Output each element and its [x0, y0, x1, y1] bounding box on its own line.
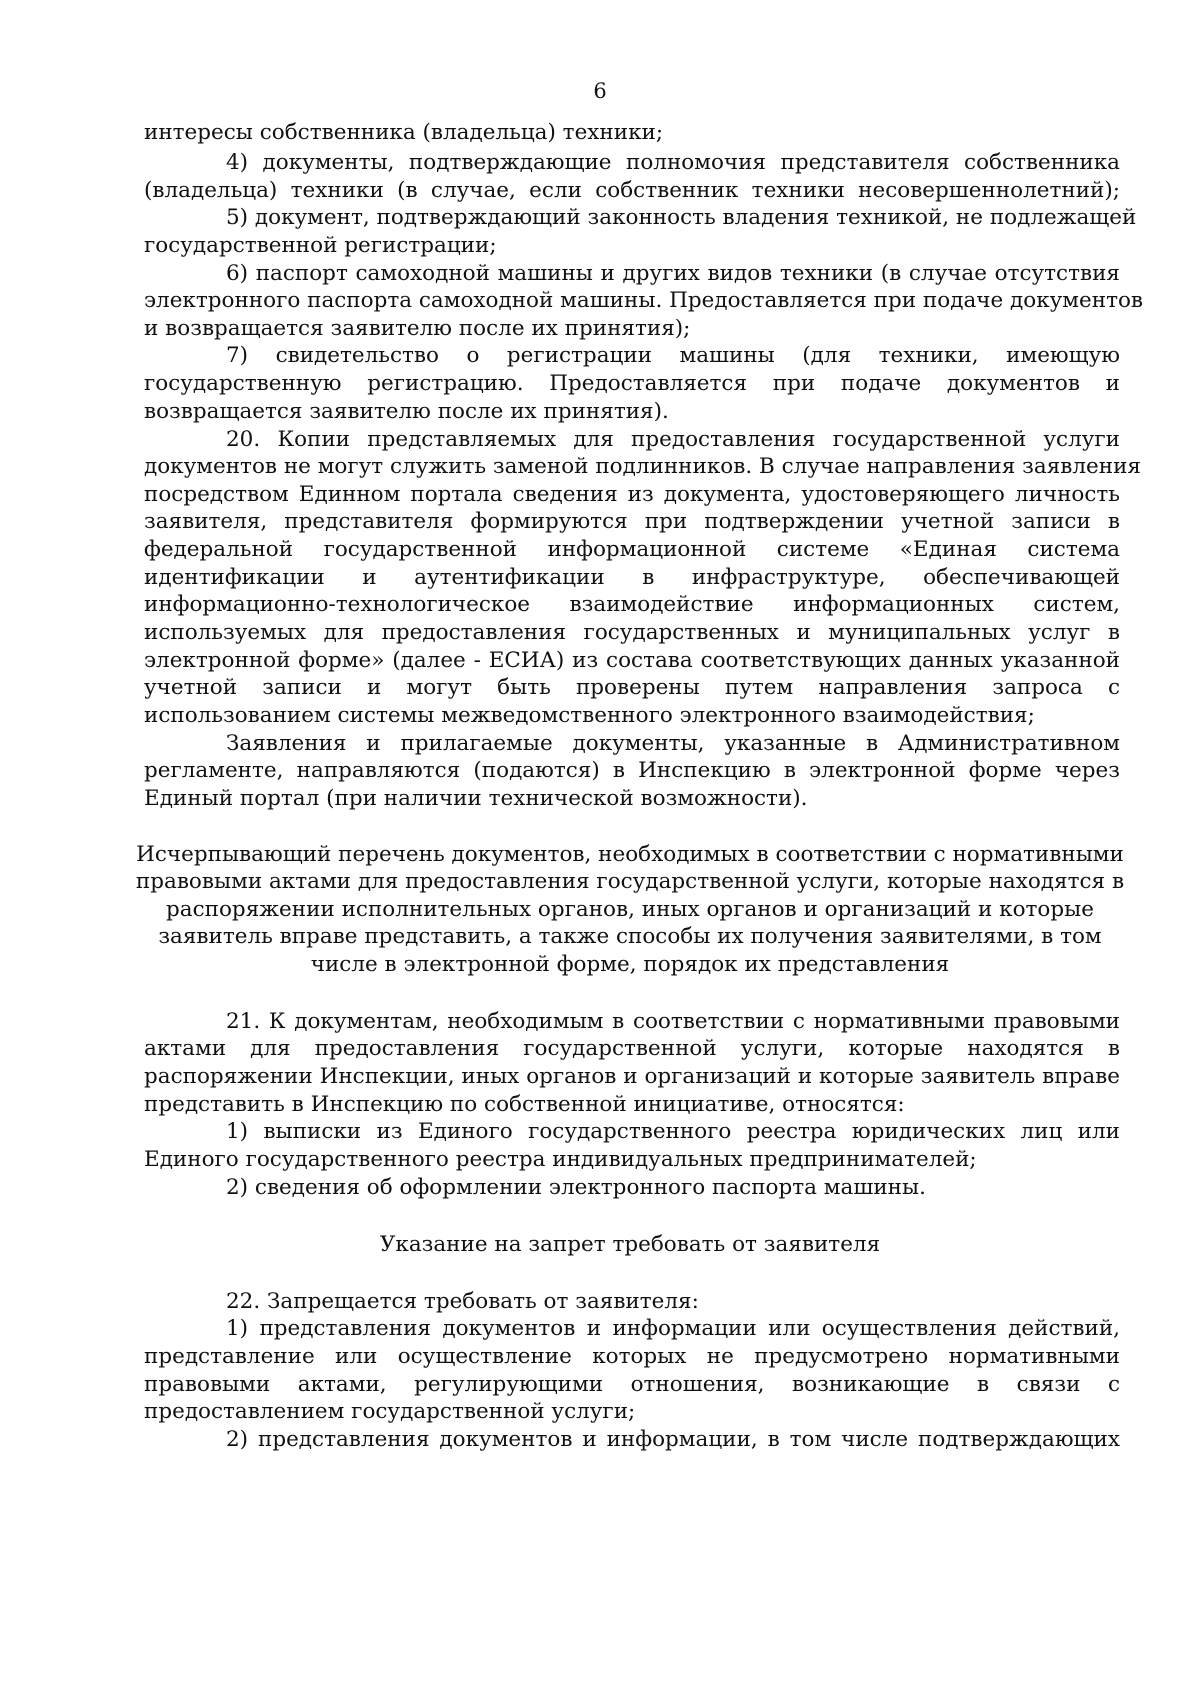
text-line: 1) представления документов и информации или осуществления действий, [226, 1316, 1120, 1341]
text-line: электронного паспорта самоходной машины. Предоставляется при подаче документов [144, 288, 1144, 313]
text-line: документов не могут служить заменой подлинников. В случае направления заявления [144, 454, 1141, 479]
text-line: заявителя, представителя формируются при подтверждении учетной записи в [144, 509, 1120, 534]
text-line: 1) выписки из Единого государственного реестра юридических лиц или [226, 1119, 1120, 1144]
text-line: интересы собственника (владельца) техники; [144, 120, 664, 145]
section-heading-line: правовыми актами для предоставления государственной услуги, которые находятся в [135, 869, 1125, 894]
text-line: федеральной государственной информационной системе «Единая система [144, 537, 1120, 562]
text-line: Единый портал (при наличии технической возможности). [144, 786, 808, 811]
text-line: 22. Запрещается требовать от заявителя: [226, 1289, 699, 1314]
text-line: возвращается заявителю после их принятия). [144, 399, 669, 424]
text-line: 5) документ, подтверждающий законность владения техникой, не подлежащей [226, 205, 1137, 230]
text-line: представить в Инспекцию по собственной инициативе, относятся: [144, 1092, 905, 1117]
text-line: государственной регистрации; [144, 233, 497, 258]
section-heading-line: Указание на запрет требовать от заявителя [379, 1232, 881, 1257]
text-line: Единого государственного реестра индивидуальных предпринимателей; [144, 1147, 977, 1172]
text-line: актами для предоставления государственной услуги, которые находятся в [144, 1036, 1120, 1061]
text-line: предоставлением государственной услуги; [144, 1399, 636, 1424]
text-line: электронной форме» (далее - ЕСИА) из состава соответствующих данных указанной [144, 648, 1120, 673]
text-line: посредством Единном портала сведения из документа, удостоверяющего личность [144, 482, 1120, 507]
text-line: информационно-технологическое взаимодействие информационных систем, [144, 592, 1120, 617]
section-heading-line: Исчерпывающий перечень документов, необходимых в соответствии с нормативными [136, 842, 1124, 867]
text-line: учетной записи и могут быть проверены путем направления запроса с [144, 675, 1120, 700]
text-line: (владельца) техники (в случае, если собственник техники несовершеннолетний); [144, 178, 1120, 203]
text-line: 6) паспорт самоходной машины и других видов техники (в случае отсутствия [226, 261, 1120, 286]
text-line: распоряжении Инспекции, иных органов и организаций и которые заявитель вправе [144, 1064, 1120, 1089]
text-line: 7) свидетельство о регистрации машины (для техники, имеющую [226, 343, 1120, 368]
text-line: правовыми актами, регулирующими отношения, возникающие в связи с [144, 1372, 1120, 1397]
text-line: и возвращается заявителю после их принятия); [144, 316, 691, 341]
text-line: государственную регистрацию. Предоставляется при подаче документов и [144, 371, 1120, 396]
text-line: регламенте, направляются (подаются) в Инспекцию в электронной форме через [144, 758, 1120, 783]
text-line: используемых для предоставления государственных и муниципальных услуг в [144, 620, 1120, 645]
text-line: 2) представления документов и информации, в том числе подтверждающих [226, 1427, 1120, 1452]
page-number: 6 [593, 79, 607, 103]
text-line: Заявления и прилагаемые документы, указанные в Административном [226, 731, 1120, 756]
text-line: 21. К документам, необходимым в соответствии с нормативными правовыми [226, 1009, 1120, 1034]
text-line: идентификации и аутентификации в инфраструктуре, обеспечивающей [144, 565, 1120, 590]
section-heading-line: распоряжении исполнительных органов, иных органов и организаций и которые [166, 897, 1094, 922]
text-line: 20. Копии представляемых для предоставления государственной услуги [226, 427, 1120, 452]
text-line: 2) сведения об оформлении электронного паспорта машины. [226, 1175, 926, 1200]
section-heading-line: заявитель вправе представить, а также способы их получения заявителями, в том [158, 924, 1102, 949]
text-line: представление или осуществление которых не предусмотрено нормативными [144, 1344, 1120, 1369]
section-heading-line: числе в электронной форме, порядок их представления [310, 952, 950, 977]
text-line: 4) документы, подтверждающие полномочия представителя собственника [226, 150, 1120, 175]
text-line: использованием системы межведомственного электронного взаимодействия; [144, 703, 1035, 728]
